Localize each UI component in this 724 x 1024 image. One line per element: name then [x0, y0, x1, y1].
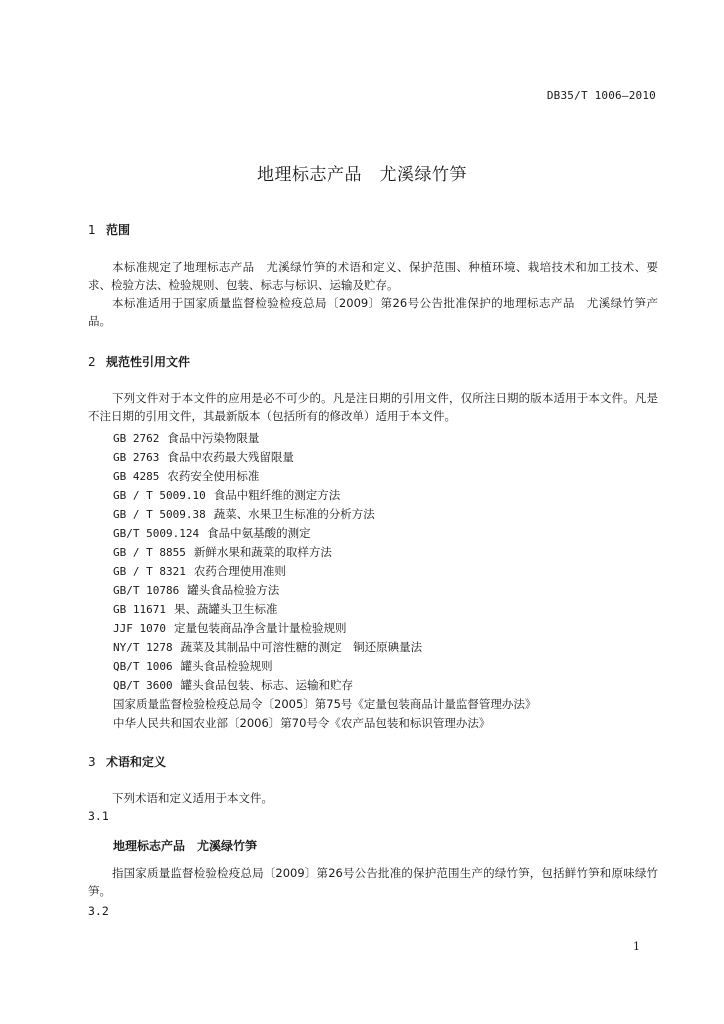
definition-3-1: 指国家质量监督检验检疫总局〔2009〕第26号公告批准的保护范围生产的绿竹笋，包括鲜竹笋和原味绿竹笋。 — [88, 866, 658, 898]
reference-title: 国家质量监督检验检疫总局令〔2005〕第75号《定量包装商品计量监督管理办法》 — [113, 697, 537, 711]
reference-item — [113, 715, 490, 731]
reference-item — [113, 468, 259, 484]
section-2-heading — [88, 353, 190, 370]
reference-title: 食品中氨基酸的测定 — [207, 526, 311, 540]
section-number: 1 — [88, 223, 96, 237]
reference-code: GB / T 8855 — [113, 546, 186, 559]
term-3-1: 地理标志产品 尤溪绿竹笋 — [113, 839, 258, 853]
reference-item — [113, 620, 346, 636]
page-number: 1 — [633, 940, 640, 953]
reference-title: 食品中农药最大残留限量 — [167, 450, 294, 464]
reference-item — [113, 563, 286, 579]
reference-item — [113, 430, 259, 446]
reference-code: GB / T 5009.38 — [113, 508, 206, 521]
section-3-intro: 下列术语和定义适用于本文件。 — [112, 791, 273, 805]
reference-code: NY/T 1278 — [113, 641, 173, 654]
reference-item — [113, 696, 536, 712]
reference-code: GB 2763 — [113, 451, 160, 464]
reference-title: 果、蔬罐头卫生标准 — [173, 602, 278, 616]
reference-code: GB/T 5009.124 — [113, 527, 200, 540]
clause-number-3-1: 3.1 — [88, 809, 109, 823]
reference-code: QB/T 3600 — [113, 679, 173, 692]
section-title: 规范性引用文件 — [106, 355, 191, 369]
reference-title: 罐头食品包装、标志、运输和贮存 — [180, 678, 354, 692]
reference-title: 食品中粗纤维的测定方法 — [213, 488, 341, 502]
section-3-heading — [88, 753, 166, 770]
standard-code: DB35/T 1006—2010 — [546, 89, 656, 102]
reference-title: 罐头食品检验方法 — [187, 583, 280, 597]
reference-item — [113, 525, 311, 541]
reference-item — [113, 449, 294, 465]
section-1-paragraph-2: 本标准适用于国家质量监督检验检疫总局〔2009〕第26号公告批准保护的地理标志产品 尤溪绿竹笋产品。 — [88, 296, 658, 328]
reference-item — [113, 639, 422, 655]
reference-code: GB/T 10786 — [113, 584, 180, 597]
reference-title: 中华人民共和国农业部〔2006〕第70号令《农产品包装和标识管理办法》 — [113, 716, 491, 730]
clause-number-3-2: 3.2 — [88, 904, 109, 918]
reference-item — [113, 544, 332, 560]
reference-code: QB/T 1006 — [113, 660, 173, 673]
reference-code: GB 2762 — [113, 432, 160, 445]
reference-item — [113, 601, 277, 617]
reference-item — [113, 506, 375, 522]
reference-item — [113, 658, 273, 674]
section-1-heading — [88, 221, 130, 238]
section-2-intro: 下列文件对于本文件的应用是必不可少的。凡是注日期的引用文件，仅所注日期的版本适用于本文件。凡是不注日期的引用文件，其最新版本（包括所有的修改单）适用于本文件。 — [88, 391, 658, 423]
reference-item — [113, 582, 279, 598]
reference-code: GB / T 8321 — [113, 565, 186, 578]
section-1-paragraph-1: 本标准规定了地理标志产品 尤溪绿竹笋的术语和定义、保护范围、种植环境、栽培技术和加工技术、要求、检验方法、检验规则、包装、标志与标识、运输及贮存。 — [88, 260, 658, 292]
section-title: 术语和定义 — [106, 755, 167, 769]
section-number: 2 — [88, 355, 96, 369]
reference-title: 农药安全使用标准 — [167, 469, 260, 483]
reference-title: 农药合理使用准则 — [193, 564, 286, 578]
section-number: 3 — [88, 755, 96, 769]
reference-code: JJF 1070 — [113, 622, 166, 635]
reference-title: 蔬菜、水果卫生标准的分析方法 — [213, 507, 375, 521]
reference-title: 新鲜水果和蔬菜的取样方法 — [193, 545, 332, 559]
reference-code: GB 4285 — [113, 470, 160, 483]
reference-item — [113, 487, 340, 503]
reference-code: GB 11671 — [113, 603, 166, 616]
reference-title: 罐头食品检验规则 — [180, 659, 273, 673]
document-title: 地理标志产品 尤溪绿竹笋 — [257, 165, 467, 185]
section-title: 范围 — [106, 223, 131, 237]
reference-title: 蔬菜及其制品中可溶性糖的测定 铜还原碘量法 — [180, 640, 423, 654]
reference-title: 定量包装商品净含量计量检验规则 — [173, 621, 347, 635]
reference-title: 食品中污染物限量 — [167, 431, 260, 445]
reference-item — [113, 677, 353, 693]
reference-code: GB / T 5009.10 — [113, 489, 206, 502]
